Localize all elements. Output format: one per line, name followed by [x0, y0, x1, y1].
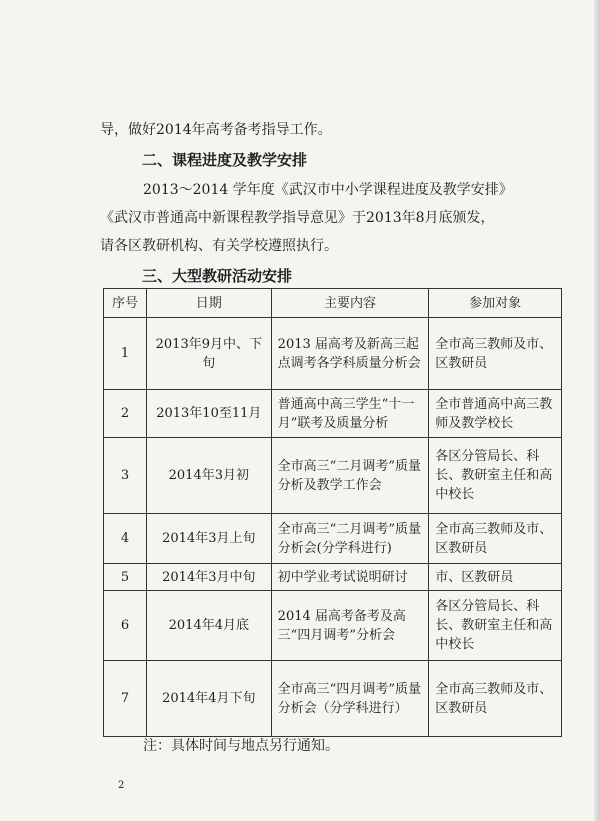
cell-content: 初中学业考试说明研讨: [271, 564, 429, 591]
cell-num: 4: [104, 514, 147, 564]
cell-participants: 全市高三教师及市、区教研员: [429, 318, 562, 390]
cell-num: 7: [104, 661, 147, 737]
activity-schedule-table: [103, 288, 562, 737]
cell-num: 5: [104, 564, 147, 591]
paragraph-line: 请各区教研机构、有关学校遵照执行。: [100, 238, 338, 254]
paragraph-line: 导，做好2014年高考备考指导工作。: [100, 122, 332, 138]
header-date: 日期: [146, 289, 271, 318]
table-header-row: [104, 289, 562, 318]
cell-participants: 全市高三教师及市、区教研员: [429, 514, 562, 564]
cell-num: 2: [104, 390, 147, 438]
cell-date: 2014年4月底: [146, 591, 271, 661]
table-row: [104, 514, 562, 564]
cell-num: 6: [104, 591, 147, 661]
section-heading-2: 二、课程进度及教学安排: [142, 151, 308, 169]
paragraph-line: 2013～2014 学年度《武汉市中小学课程进度及教学安排》: [143, 182, 513, 198]
cell-date: 2014年3月上旬: [146, 514, 271, 564]
paragraph-line: 《武汉市普通高中新课程教学指导意见》于2013年8月底颁发，: [100, 210, 495, 226]
table-row: [104, 438, 562, 514]
header-participants: 参加对象: [429, 289, 562, 318]
cell-date: 2013年9月中、下旬: [146, 318, 271, 390]
table-row: [104, 591, 562, 661]
table-row: [104, 661, 562, 737]
cell-participants: 各区分管局长、科长、教研室主任和高中校长: [429, 591, 562, 661]
footnote: 注：具体时间与地点另行通知。: [143, 738, 339, 754]
header-num: 序号: [104, 289, 147, 318]
cell-participants: 各区分管局长、科长、教研室主任和高中校长: [429, 438, 562, 514]
cell-participants: 全市高三教师及市、区教研员: [429, 661, 562, 737]
table-row: [104, 564, 562, 591]
table-row: [104, 318, 562, 390]
cell-date: 2013年10至11月: [146, 390, 271, 438]
cell-content: 全市高三“四月调考”质量分析会（分学科进行）: [271, 661, 429, 737]
cell-content: 2014 届高考备考及高三“四月调考”分析会: [271, 591, 429, 661]
cell-date: 2014年3月初: [146, 438, 271, 514]
header-content: 主要内容: [271, 289, 429, 318]
cell-date: 2014年4月下旬: [146, 661, 271, 737]
cell-content: 全市高三“二月调考”质量分析及教学工作会: [271, 438, 429, 514]
section-heading-3: 三、大型教研活动安排: [142, 267, 293, 285]
page-number: 2: [118, 780, 125, 791]
cell-date: 2014年3月中旬: [146, 564, 271, 591]
cell-participants: 全市普通高中高三教师及教学校长: [429, 390, 562, 438]
table-row: [104, 390, 562, 438]
cell-content: 2013 届高考及新高三起点调考各学科质量分析会: [271, 318, 429, 390]
page-edge: [594, 0, 600, 821]
cell-num: 1: [104, 318, 147, 390]
cell-content: 普通高中高三学生“十一月”联考及质量分析: [271, 390, 429, 438]
cell-content: 全市高三“二月调考”质量分析会(分学科进行): [271, 514, 429, 564]
cell-num: 3: [104, 438, 147, 514]
cell-participants: 市、区教研员: [429, 564, 562, 591]
